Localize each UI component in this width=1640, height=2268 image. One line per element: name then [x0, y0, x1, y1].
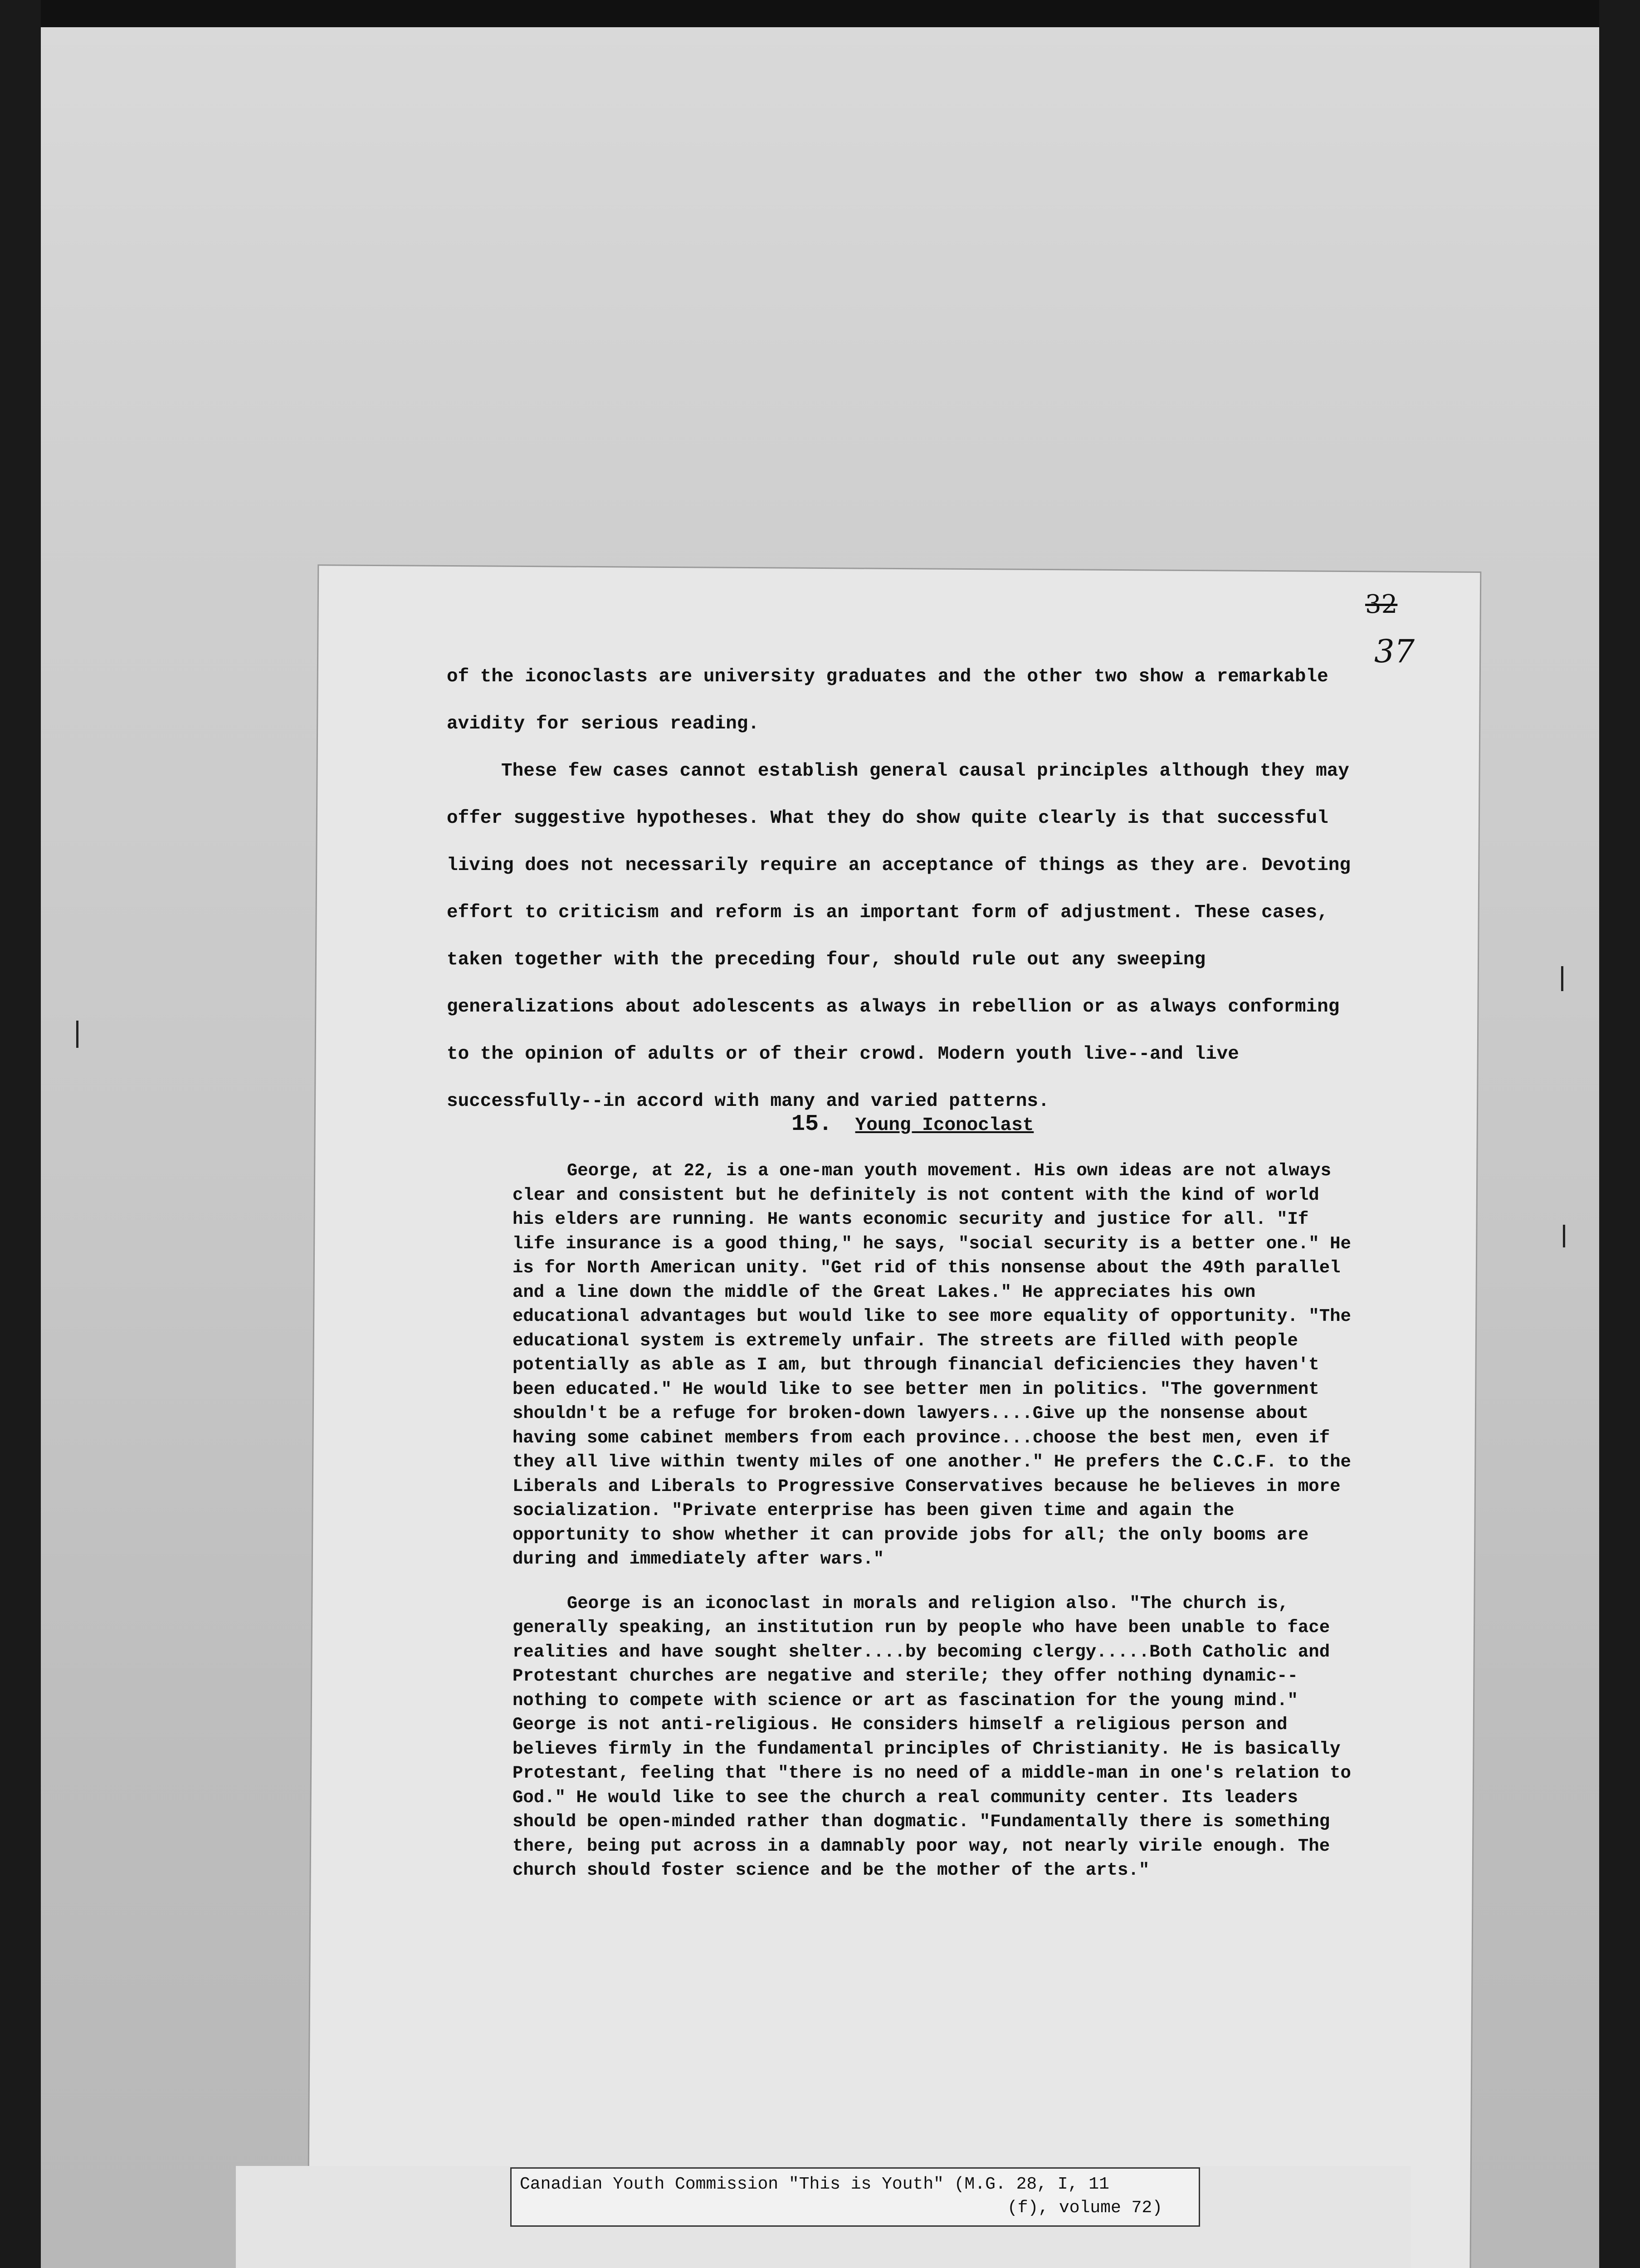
section-title: Young Iconoclast — [855, 1115, 1034, 1136]
case-study-text — [512, 1159, 1361, 1903]
margin-mark — [1563, 1225, 1565, 1247]
paragraph: These few cases cannot establish general causal principles although they may offer suggestive hypotheses. What they do show quite clearly is that successful living does not necessarily require an acceptance of things as they are. Devoting effort to criticism and reform is an important form of adjustment. These cases, taken together with the preceding four, should rule out any sweeping generalizations about adolescents as always in rebellion or as always conforming to the opinion of adults or of their crowd. Modern youth live--and live successfully--in accord with many and varied patterns. — [447, 761, 1351, 1112]
page-number: 37 — [1374, 633, 1415, 670]
citation-label — [510, 2167, 1200, 2227]
case-paragraph: George is an iconoclast in morals and religion also. "The church is, generally speaking, an institution run by people who have been unable to face realities and have sought shelter....by becoming clergy.....Both Catholic and Protestant churches are negative and sterile; they offer nothing dynamic--nothing to compete with science or art as fascination for the young mind." George is not anti-religious. He considers himself a religious person and believes firmly in the fundamental principles of Christianity. He is basically Protestant, feeling that "there is no need of a middle-man in one's relation to God." He would like to see the church a real community center. Its leaders should be open-minded rather than dogmatic. "Fundamentally there is something there, being put across in a damnably poor way, not nearly virile enough. The church should foster science and be the mother of the arts." — [512, 1593, 1351, 1880]
section-heading — [791, 1111, 1034, 1137]
margin-mark — [76, 1021, 78, 1048]
page-number-crossed: 32 — [1365, 590, 1398, 619]
body-text — [447, 653, 1367, 1125]
case-paragraph: George, at 22, is a one-man youth movement. His own ideas are not always clear and consistent but he definitely is not content with the kind of world his elders are running. He wants economic security and justice for all. "If life insurance is a good thing," he says, "social security is a better one." He is for North American unity. "Get rid of this nonsense about the 49th parallel and a line down the middle of the Great Lakes." He appreciates his own educational advantages but would like to see more equality of opportunity. "The educational system is extremely unfair. The streets are filled with people potentially as able as I am, but through financial deficiencies they haven't been educated." He would like to see better men in politics. "The government shouldn't be a refuge for broken-down lawyers....Give up the nonsense about having some cabinet members from each province...choose the best men, even if they all live within twenty miles of one another." He prefers the C.C.F. to the Liberals and Liberals to Progressive Conservatives because he believes in more socialization. "Private enterprise has been given time and again the opportunity to show whether it can provide jobs for all; the only booms are during and immediately after wars." — [512, 1161, 1351, 1569]
paragraph: of the iconoclasts are university graduates and the other two show a remarkable avidity for serious reading. — [447, 666, 1328, 734]
citation-line: Canadian Youth Commission "This is Youth" (M.G. 28, I, 11 — [520, 2175, 1109, 2194]
citation-line: (f), volume 72) — [1007, 2198, 1162, 2218]
margin-mark — [1561, 966, 1563, 991]
section-number: 15. — [791, 1111, 833, 1137]
